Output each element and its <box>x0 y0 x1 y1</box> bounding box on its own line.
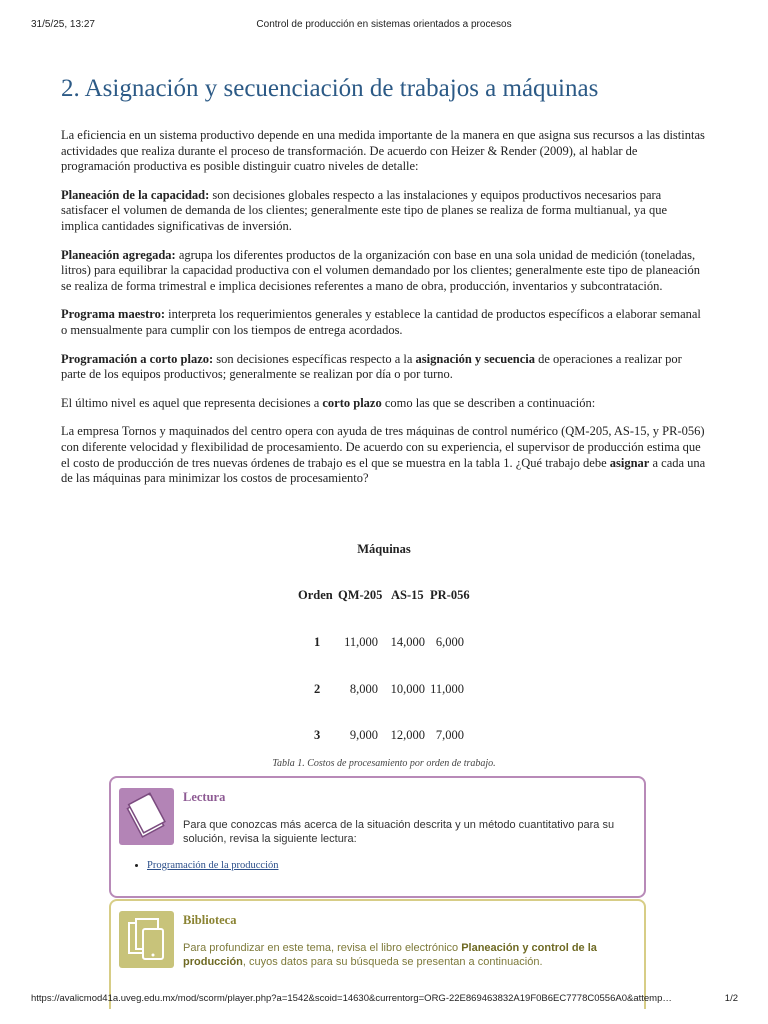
table-cell: 11,000 <box>430 682 464 696</box>
table-col-header: AS-15 <box>391 588 424 602</box>
bold-term: corto plazo <box>322 395 382 410</box>
bold-term: Programa maestro: <box>61 307 166 322</box>
print-url: https://avalicmod41a.uveg.edu.mx/mod/scorm/player.php?a=1542&scoid=14630&currentorg=ORG-22E869463832A19F0B6EC7778C0556A0&attemp… <box>31 993 672 1004</box>
bold-term: Planeación de la capacidad: <box>61 187 210 202</box>
section-title: 2. Asignación y secuenciación de trabajos a máquinas <box>61 75 599 102</box>
text-run: de operaciones a realizar por parte de los equipos productivos; generalmente se realizan por día o por turno. <box>61 351 682 382</box>
text-run: El último nivel es aquel que representa decisiones a <box>61 395 323 410</box>
lectura-text: Para que conozcas más acerca de la situación descrita y un método cuantitativo para su solución, revisa la siguiente lectura: <box>183 819 615 845</box>
table-cell: 7,000 <box>435 728 464 742</box>
bold-term: Programación a corto plazo: <box>61 351 214 366</box>
print-doc-title: Control de producción en sistemas orientados a procesos <box>256 19 512 30</box>
text-run: son decisiones globales respecto a las instalaciones y equipos productivos necesarios para satisfacer el volumen de demanda de los clientes; generalmente este tipo de planes se realiza de forma multianual, ya que implica cantidades significativas de inversión. <box>61 187 668 233</box>
table-cell: 6,000 <box>435 635 464 649</box>
lectura-title: Lectura <box>183 790 226 804</box>
bold-term: asignar <box>609 455 650 470</box>
bold-term: asignación y secuencia <box>415 351 535 366</box>
body-paragraph <box>61 424 707 486</box>
body-paragraph <box>61 188 707 235</box>
text-run: La eficiencia en un sistema productivo depende en una medida importante de la manera en que asigna sus recursos a las distintas actividades que realiza durante el proceso de transformación. De acuerdo con Heizer & Render (2009), al hablar de programación productiva es posible distinguir cuatro niveles de detalle: <box>61 128 705 174</box>
table-col-header: PR-056 <box>430 588 470 602</box>
text-run: interpreta los requerimientos generales y establece la cantidad de productos específicos a elaborar semanal o mensualmente para cumplir con los tiempos de entrega acordados. <box>61 307 701 337</box>
biblioteca-text-after: , cuyos datos para su búsqueda se presentan a continuación. <box>242 956 543 968</box>
lectura-card <box>109 776 646 898</box>
body-paragraph <box>61 128 707 175</box>
table-cell: 2 <box>314 682 321 696</box>
table-cell: 3 <box>314 728 321 742</box>
library-icon <box>119 911 174 968</box>
body-paragraph <box>61 352 707 383</box>
table-col-header: Orden <box>298 588 333 602</box>
table-col-header: QM-205 <box>338 588 383 602</box>
table-cell: 10,000 <box>390 682 425 696</box>
text-run: son decisiones específicas respecto a la <box>213 351 416 366</box>
body-paragraph <box>61 307 707 338</box>
bold-term: Planeación agregada: <box>61 247 176 262</box>
document-icon <box>119 788 174 845</box>
print-datetime: 31/5/25, 13:27 <box>31 19 95 30</box>
list-item <box>147 860 279 871</box>
biblioteca-text <box>183 941 635 969</box>
print-footer <box>0 993 768 1007</box>
body-paragraph <box>61 396 707 412</box>
print-page-number: 1/2 <box>724 993 738 1004</box>
body-paragraphs <box>61 128 707 500</box>
table-cell: 9,000 <box>349 728 378 742</box>
text-run: La empresa Tornos y maquinados del centro opera con ayuda de tres máquinas de control numérico (QM-205, AS-15, y PR-056) con diferente velocidad y flexibilidad de procesamiento. De acuerdo con su experiencia, el supervisor de producción estima que el costo de producción de tres nuevas órdenes de trabajo es el que se muestra en la tabla 1. ¿Qué trabajo debe <box>61 424 705 470</box>
document-icon-graphic <box>119 788 174 845</box>
table-cell: 1 <box>314 635 321 649</box>
table-heading: Máquinas <box>357 542 411 556</box>
table-cell: 14,000 <box>390 635 425 649</box>
text-run: como las que se describen a continuación: <box>381 395 596 410</box>
biblioteca-book-title: Planeación y control de la producción <box>183 942 597 968</box>
print-header <box>0 19 768 33</box>
library-icon-graphic <box>119 911 174 968</box>
lectura-link[interactable]: Programación de la producción <box>147 860 279 871</box>
text-run: agrupa los diferentes productos de la organización con base en una sola unidad de medición (toneladas, litros) para equilibrar la capacidad productiva con el volumen demandado por los clientes; generalmente este tipo de planeación se realiza de forma trimestral e implica decisiones referentes a mano de obra, producción, inventarios y subcontratación. <box>61 247 700 293</box>
lectura-links <box>133 860 279 871</box>
biblioteca-text-before: Para profundizar en este tema, revisa el libro electrónico <box>183 942 462 954</box>
biblioteca-title: Biblioteca <box>183 913 237 927</box>
table-caption: Tabla 1. Costos de procesamiento por orden de trabajo. <box>272 758 496 769</box>
table-cell: 11,000 <box>344 635 378 649</box>
table-cell: 8,000 <box>349 682 378 696</box>
table-cell: 12,000 <box>390 728 425 742</box>
text-run: a cada una de las máquinas para minimizar los costos de procesamiento? <box>61 455 706 486</box>
body-paragraph <box>61 248 707 295</box>
main-content <box>61 72 707 742</box>
